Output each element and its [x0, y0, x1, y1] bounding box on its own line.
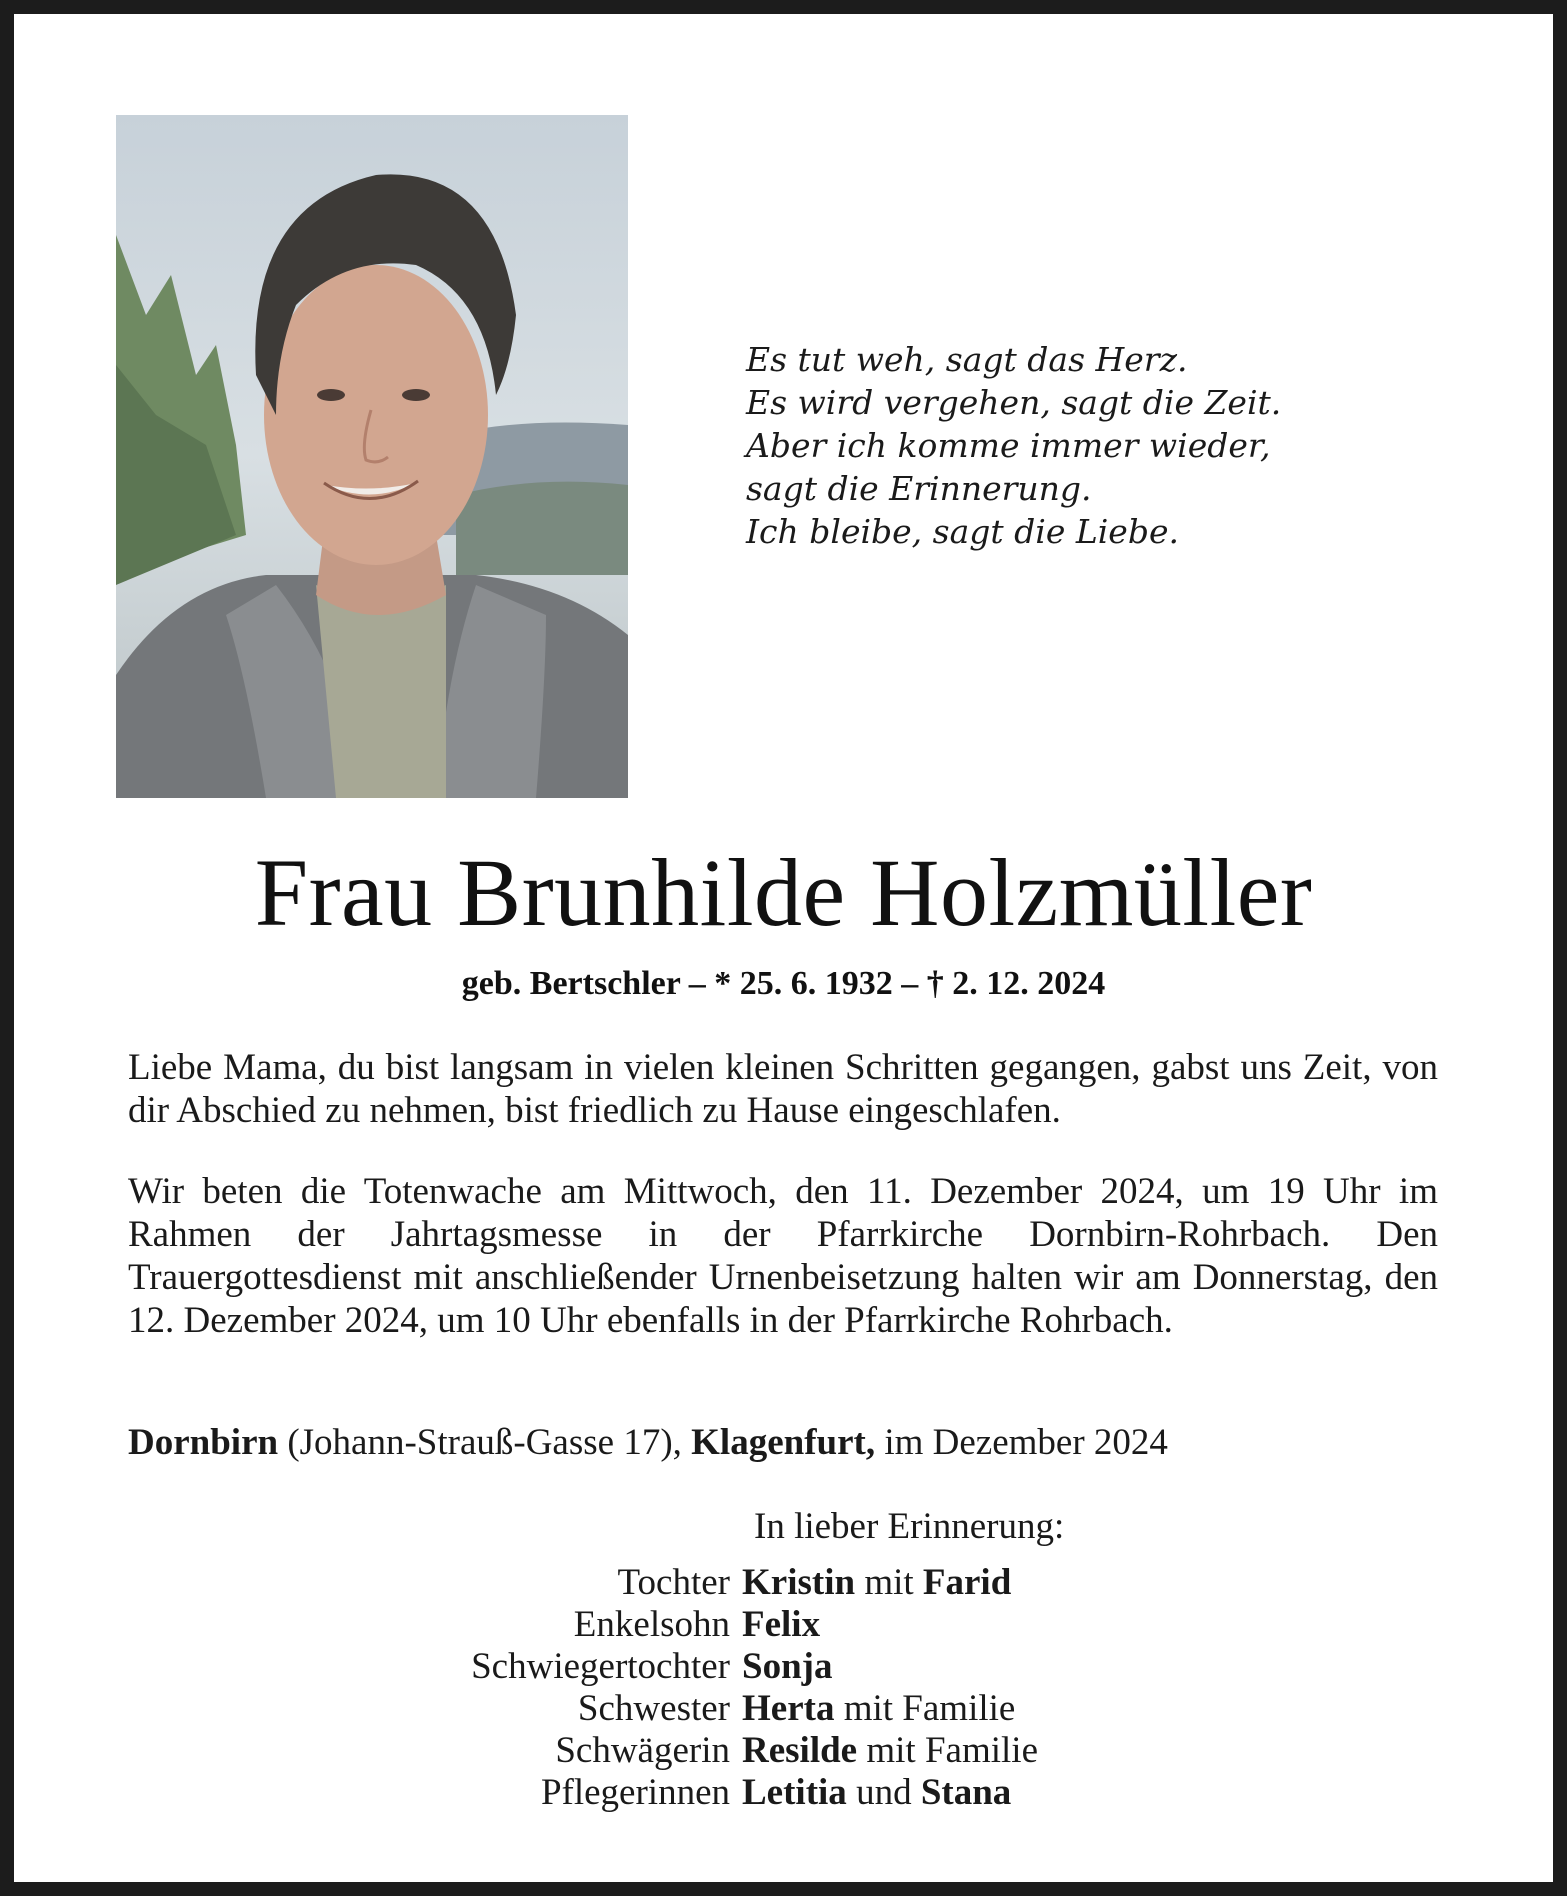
farewell-paragraph: Liebe Mama, du bist langsam in vielen kleinen Schritten gegangen, gabst uns Zeit, von dir Abschied zu nehmen, bist friedlich zu Hause eingeschlafen.: [128, 1047, 1438, 1131]
relative-name: Sonja: [742, 1646, 833, 1687]
relative-role: Schwiegertochter: [471, 1646, 730, 1687]
deceased-name: Frau Brunhilde Holzmüller: [254, 839, 1313, 946]
relative-name: Herta: [742, 1688, 835, 1729]
relative-row: [128, 1772, 1438, 1814]
relative-joiner: und: [846, 1772, 921, 1813]
relative-name: Felix: [742, 1604, 821, 1645]
place-date-line: [128, 1421, 1438, 1464]
service-paragraph: Wir beten die Totenwache am Mittwoch, den 11. Dezember 2024, um 19 Uhr im Rahmen der Jahrtagsmesse in der Pfarrkirche Dornbirn-Rohrbach. Den Trauergottesdienst mit anschließender Urnenbeisetzung halten wir am Donnerstag, den 12. Dezember 2024, um 10 Uhr ebenfalls in der Pfarrkirche Rohrbach.: [128, 1171, 1438, 1341]
address: (Johann-Strauß-Gasse 17),: [278, 1422, 692, 1463]
city-dornbirn: Dornbirn: [128, 1422, 279, 1463]
relative-role: Enkelsohn: [573, 1604, 730, 1645]
portrait-illustration: [116, 115, 628, 798]
poem-line: sagt die Erinnerung.: [746, 469, 1092, 508]
portrait-photo: [116, 115, 628, 798]
relative-row: [128, 1604, 1438, 1646]
poem-line: Aber ich komme immer wieder,: [746, 426, 1271, 465]
relative-name: Letitia: [742, 1772, 847, 1813]
birth-death-dates: geb. Bertschler – * 25. 6. 1932 – † 2. 12. 2024: [461, 965, 1106, 1002]
poem-line: Es wird vergehen, sagt die Zeit.: [746, 383, 1282, 422]
relative-name: Farid: [922, 1562, 1012, 1603]
relative-name: Stana: [920, 1772, 1012, 1813]
relative-row: [128, 1646, 1438, 1688]
relative-role: Pflegerinnen: [540, 1772, 730, 1813]
poem-line: Es tut weh, sagt das Herz.: [746, 340, 1188, 379]
place-date: im Dezember 2024: [875, 1422, 1168, 1463]
relative-suffix: mit Familie: [834, 1688, 1016, 1729]
relative-joiner: mit: [855, 1562, 923, 1603]
relative-row: [128, 1562, 1438, 1604]
city-klagenfurt: Klagenfurt,: [691, 1422, 876, 1463]
relative-name: Kristin: [742, 1562, 856, 1603]
relatives-list: [128, 1562, 1438, 1814]
relative-row: [128, 1730, 1438, 1772]
relative-role: Schwägerin: [555, 1730, 730, 1771]
memory-heading: In lieber Erinnerung:: [754, 1506, 1065, 1547]
poem-line: Ich bleibe, sagt die Liebe.: [746, 512, 1179, 551]
relative-row: [128, 1688, 1438, 1730]
relative-role: Tochter: [617, 1562, 730, 1603]
relative-role: Schwester: [577, 1688, 730, 1729]
poem: [746, 338, 1281, 553]
relative-suffix: mit Familie: [857, 1730, 1038, 1771]
relative-name: Resilde: [742, 1730, 858, 1771]
